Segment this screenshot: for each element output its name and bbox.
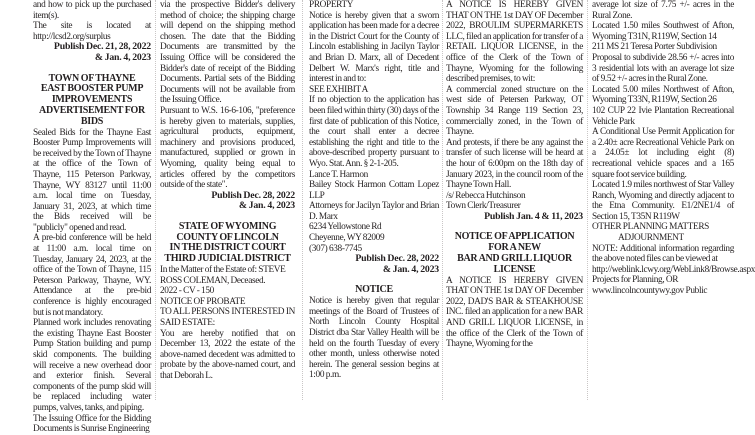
notice-paragraph: Notice is hereby given that regular meetings of the Board of Trustees of North Lincoln County Hospital District dba Star Valley Health will be held on the fourth Tuesday of every other month, unless otherwise noted herein. The general session begins at 1:00 p.m. bbox=[309, 296, 439, 381]
notice-line: Town Clerk/Treasurer bbox=[446, 201, 521, 212]
column-5 bbox=[592, 0, 755, 297]
notice-paragraph: Bailey Stock Harmon Cottam Lopez LLP bbox=[309, 180, 439, 201]
notice-heading: BAR AND GRILL LIQUOR bbox=[457, 253, 572, 265]
notice-line: Cheyenne, WY 82009 bbox=[309, 233, 385, 244]
notice-paragraph: www.lincolncountywy.gov Public bbox=[592, 286, 708, 297]
column-divider bbox=[442, 0, 443, 400]
notice-heading: NOTICE OF APPLICATION bbox=[454, 231, 575, 243]
notice-heading: EAST BOOSTER PUMP bbox=[40, 83, 144, 95]
notice-paragraph: Notice is hereby given that a sworn application has been made for a decree in the District Court for the County of Lincoln establishing in Jacilyn Taylor and Brian D. Marx, all of Decedent Delbert W. Marx's right, title and interest in and to: bbox=[309, 10, 439, 85]
notice-paragraph: 211 MS 21 Teresa Porter Subdivision bbox=[592, 42, 717, 53]
notice-paragraph: TO ALL PERSONS INTERESTED IN SAID ESTATE: bbox=[160, 307, 295, 329]
column-divider bbox=[155, 0, 156, 400]
notice-paragraph: Planned work includes renovating the existing Thayne East Booster Pump Station building and pump skid components. The building will receive a new overhead door and exterior finish. Several components of the pump skid will be replaced including water pumps, valves, tanks, and piping. bbox=[33, 318, 151, 413]
notice-heading: COUNTY OF LINCOLN bbox=[176, 231, 279, 243]
notice-heading: THIRD JUDICIAL DISTRICT bbox=[164, 253, 291, 265]
notice-paragraph: average lot size of 7.75 +/- acres in the Rural Zone. bbox=[592, 0, 734, 21]
notice-line: OTHER PLANNING MATTERS bbox=[592, 222, 710, 233]
publish-dates: Publish Dec. 21, 28, 2022 bbox=[53, 41, 151, 53]
notice-heading: TOWN OF THAYNE bbox=[48, 72, 136, 84]
notice-paragraph: The Issuing Office for the Bidding Documents is Sunrise Engineering bbox=[33, 413, 151, 435]
notice-line: NOTICE OF PROBATE bbox=[160, 296, 246, 307]
publish-dates: & Jan. 4, 2023 bbox=[238, 200, 295, 212]
notice-line: (307) 638-7745 bbox=[309, 243, 362, 254]
notice-line: In the Matter of the Estate of: STEVE ROSS COLEMAN, Deceased. bbox=[160, 265, 286, 286]
notice-line: Lance T. Harmon bbox=[309, 169, 368, 180]
column-1 bbox=[33, 0, 151, 435]
notice-paragraph: A pre-bid conference will be held at 11:00 a.m. local time on Tuesday, January 24, 2023, at the office of the Town of Thayne, 115 Peterson Parkway, Thayne, WY. Attendance at the pre-bid conference is highly encouraged but is not mandatory. bbox=[33, 233, 151, 318]
notice-paragraph: Located 1.9 miles northwest of Star Valley Ranch, Wyoming and directly adjacent to the Etna Community. E1/2NE1/4 of Section 15, T35N R119W bbox=[592, 180, 734, 222]
notice-paragraph: and how to pick up the purchased item(s). bbox=[33, 0, 151, 21]
notice-heading: FOR A NEW bbox=[488, 242, 541, 254]
notice-heading: NOTICE bbox=[355, 284, 393, 296]
notice-paragraph: Located 5.00 miles Northwest of Afton, Wyoming T33N, R119W, Section 26 bbox=[592, 84, 734, 106]
notice-line: 6234 Yellowstone Rd bbox=[309, 222, 382, 233]
notice-line: /s/ Rebecca Hutchinson bbox=[446, 190, 526, 201]
notice-line: SEE EXHIBIT A bbox=[309, 84, 369, 95]
notice-heading: ADVERTISEMENT FOR BIDS bbox=[39, 104, 145, 127]
notice-paragraph: NOTE: Additional information regarding the above noted files can be viewed at bbox=[592, 243, 734, 265]
publish-dates: Publish Dec. 28, 2022 bbox=[211, 189, 295, 201]
notice-heading: IN THE DISTRICT COURT bbox=[169, 242, 286, 254]
publish-dates: Publish Jan. 4 & 11, 2023 bbox=[484, 210, 583, 222]
notice-line: ADJOURNMENT bbox=[618, 233, 684, 244]
notice-paragraph: via the prospective Bidder's delivery method of choice; the shipping charge will depend on the shipping method chosen. The date that the Bidding Documents are transmitted by the Issuing Office will be considered the Bidder's date of receipt of the Bidding Documents. Partial sets of the Bidding Documents will not be available from the Issuing Office. bbox=[160, 0, 295, 106]
notice-paragraph: 102 CUP 22 Ivie Plantation Recreational Vehicle Park bbox=[592, 105, 734, 127]
notice-line: 2022 - CV - 150 bbox=[160, 286, 214, 297]
notice-paragraph: Attorneys for Jacilyn Taylor and Brian D. Marx bbox=[309, 201, 439, 222]
notice-paragraph: Proposal to subdivide 28.56 +/- acres into 3 residential lots with an average lot size of 9.52 +/- acres in the Rural Zone. bbox=[592, 52, 734, 85]
notice-paragraph: A commercial zoned structure on the west side of Petersen Parkway, OT Township 34 Range 119 Section 23, commercially zoned, in the Town of Thayne. bbox=[446, 84, 583, 138]
notice-paragraph: Located 1.50 miles Southwest of Afton, Wyoming T31N, R119W, Section 14 bbox=[592, 21, 734, 42]
column-2 bbox=[160, 0, 295, 382]
notice-paragraph: The site is located at http://lcsd2.org/surplus bbox=[33, 21, 151, 42]
notice-paragraph: Sealed Bids for the Thayne East Booster Pump Improvements will be received by the Town of Thayne at the office of the Town of Thayne, 115 Peterson Parkway, Thayne, WY 83127 until 11:00 a.m. local time on Tuesday, January 31, 2023, at which time the Bids received will be "publicly" opened and read. bbox=[33, 127, 151, 233]
notice-heading: LICENSE bbox=[493, 263, 536, 275]
notice-paragraph: A NOTICE IS HEREBY GIVEN THAT ON THE 1st DAY OF December 2022, DAD'S BAR & STEAKHOUSE INC. filed an application for a new BAR AND GRILL LIQUOR LICENSE, in the office of the Clerk of the Town of Thayne, Wyoming for the bbox=[446, 275, 583, 350]
notice-heading: IMPROVEMENTS bbox=[51, 94, 133, 106]
notice-paragraph: Pursuant to W.S. 16-6-106, "preference is hereby given to materials, supplies, agricultural products, equipment, machinery and provisions produced, manufactured, supplied or grown in Wyoming, quality being equal to articles offered by the competitors outside of the state". bbox=[160, 105, 295, 191]
column-divider bbox=[587, 0, 588, 400]
notice-paragraph: You are hereby notified that on December 13, 2022 the estate of the above-named decedent was admitted to probate by the above-named court, and that Deborah L. bbox=[160, 328, 295, 381]
notice-paragraph: A NOTICE IS HEREBY GIVEN THAT ON THE 1st DAY OF December 2022, BROULIM SUPERMARKETS LLC, filed an application for transfer of a RETAIL LIQUOR LICENSE, in the office of the Clerk of the Town of Thayne, Wyoming for the following described premises, to wit: bbox=[446, 0, 583, 85]
column-4 bbox=[446, 0, 583, 350]
notice-heading: STATE OF WYOMING bbox=[178, 220, 277, 232]
notice-paragraph: And protests, if there be any against the transfer of such license will be heard at the hour of 6:00pm on the 18th day of January 2023, in the council room of the Thayne Town Hall. bbox=[446, 137, 583, 191]
notice-paragraph: If no objection to the application has been filed within thirty (30) days of the first date of publication of this Notice, the court shall enter a decree establishing the right and title to the above-described property pursuant to Wyo. Stat. Ann. § 2-1-205. bbox=[309, 95, 439, 169]
notice-line: PROPERTY bbox=[309, 0, 354, 10]
column-3 bbox=[309, 0, 439, 381]
notice-paragraph: http://weblink.lcwy.org/WebLink8/Browse.aspx Projects for Planning, OR bbox=[592, 264, 755, 286]
publish-dates: Publish Dec. 28, 2022 bbox=[355, 253, 439, 265]
notice-paragraph: A Conditional Use Permit Application for a 2.40± acre Recreational Vehicle Park on a 24.05± lot including eight (8) recreational vehicle spaces and a 165 square foot service building. bbox=[592, 127, 734, 180]
publish-dates: & Jan. 4, 2023 bbox=[382, 263, 439, 275]
column-divider bbox=[302, 0, 303, 400]
publish-dates: & Jan. 4, 2023 bbox=[94, 51, 151, 63]
